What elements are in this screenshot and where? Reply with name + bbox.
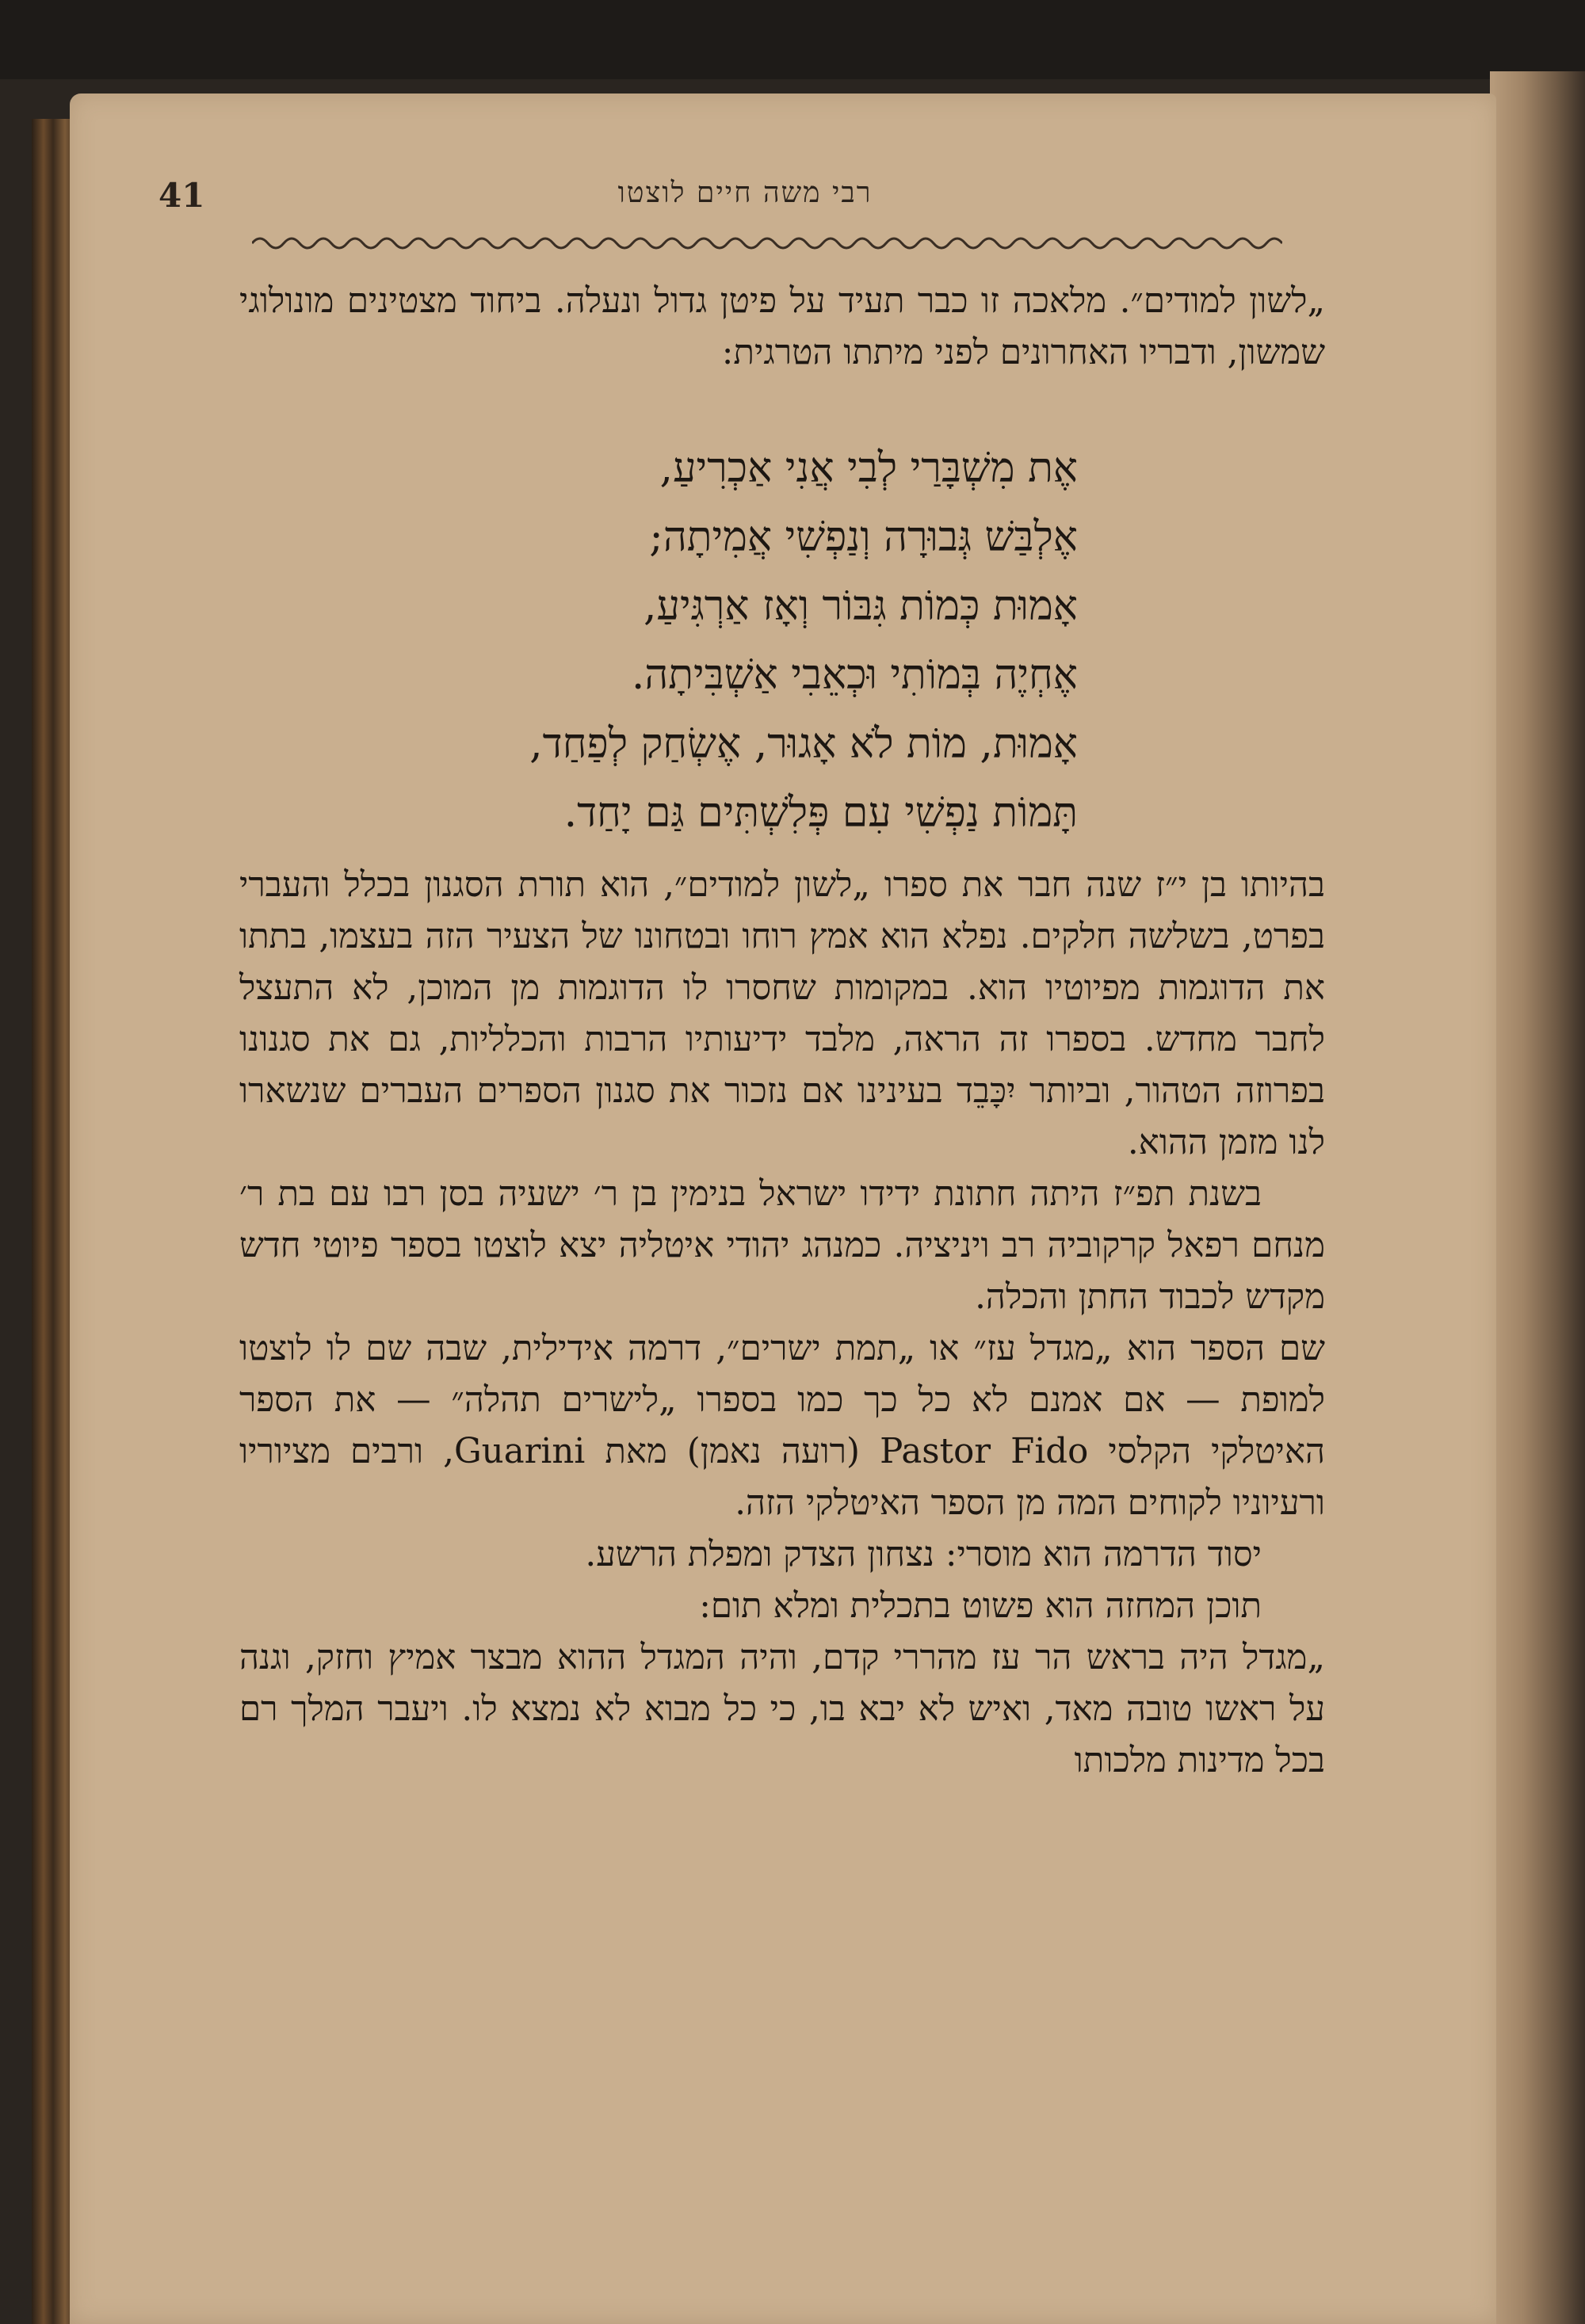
running-head <box>158 176 1331 231</box>
paragraph-quote: „מגדל היה בראש הר עז מהררי קדם, והיה המגדל ההוא מבצר אמיץ וחזק, וגנה על ראשו טובה מאד, ואיש לא יבא בו, כי כל מבוא לא נמצא לו. ויעבר המלך רם בכל מדינות מלכותו <box>239 1638 1325 1780</box>
poem-line: אָמוּת כְּמוֹת גִּבּוֹר וְאָז אַרְגִּיעַ, <box>643 582 1078 630</box>
paragraph-lashon-limudim: בהיותו בן י״ז שנה חבר את ספרו „לשון למודים״, הוא תורת הסגנון בכלל והעברי בפרט, בשלשה חלקים. נפלא הוא אמץ רוחו ובטחונו של הצעיר הזה בעצמו, בתתו את הדוגמות מפיוטיו הוא. במקומות שחסרו לו הדוגמות מן המוכן, לא התעצל לחבר מחדש. בספרו זה הראה, מלבד ידיעותיו הרבות והכלליות, גם את סגנונו בפרוזה הטהור, וביותר יִכָּבֵד בעינינו אם נזכור את סגנון הספרים העברים שנשארו לנו מזמן ההוא. <box>239 865 1325 1162</box>
poem-line: אֶת מִשְׁבָּרַי לְבִי אֲנִי אַכְרִיעַ, <box>659 445 1078 492</box>
next-page-edge <box>1490 71 1585 2324</box>
main-text <box>239 860 1325 1787</box>
paragraph-wedding: בשנת תפ״ז היתה חתונת ידידו ישראל בנימין בן ר׳ ישעיה בסן רבו עם בת ר׳ מנחם רפאל קרקוביה רב ויניציה. כמנהג יהודי איטליה יצא לוצטו בספר פיוטי חדש מקדש לכבוד החתן והכלה. <box>239 1174 1325 1317</box>
intro-paragraph: „לשון למודים״. מלאכה זו כבר תעיד על פיטן גדול ונעלה. ביחוד מצטינים מונולוגי שמשון, ודבריו האחרונים לפני מיתתו הטרגית: <box>239 281 1325 372</box>
wavy-rule-ornament <box>252 231 1282 255</box>
poem-line: אֶלְבַּשׁ גְּבוּרָה וְנַפְשִׁי אֲמִיתָה; <box>649 513 1078 561</box>
page-number: 41 <box>158 176 205 215</box>
paragraph-content: תוכן המחזה הוא פשוט בתכלית ומלא תום: <box>699 1586 1262 1626</box>
running-title: רבי משה חיים לוצטו <box>617 177 873 209</box>
poem-line: אָמוּת, מוֹת לֹא אָגוּר, אֶשְׂחַק לְפַחַד, <box>529 720 1078 768</box>
poem-line: תָּמוֹת נַפְשִׁי עִם פְּלִשְׁתִּים גַּם יָחַד. <box>563 789 1078 837</box>
poem-block <box>396 434 1078 848</box>
paragraph-drama-basis: יסוד הדרמה הוא מוסרי: נצחון הצדק ומפלת הרשע. <box>585 1535 1262 1574</box>
poem-line: אֶחְיֶה בְּמוֹתִי וּכְאֵבִי אַשְׁבִּיתָה. <box>631 651 1078 699</box>
paragraph-migdal-oz: שם הספר הוא „מגדל עז״ או „תמת ישרים״, דרמה אידילית, שבה שם לו לוצטו למופת — אם אמנם לא כל כך כמו בספרו „לישרים תהלה״ — את הספר האיטלקי הקלסי Pastor Fido (רועה נאמן) מאת Guarini, ורבים מציוריו ורעיוניו לקוחים המה מן הספר האיטלקי הזה. <box>239 1329 1325 1523</box>
background-top <box>0 0 1585 79</box>
intro-text <box>239 276 1325 379</box>
